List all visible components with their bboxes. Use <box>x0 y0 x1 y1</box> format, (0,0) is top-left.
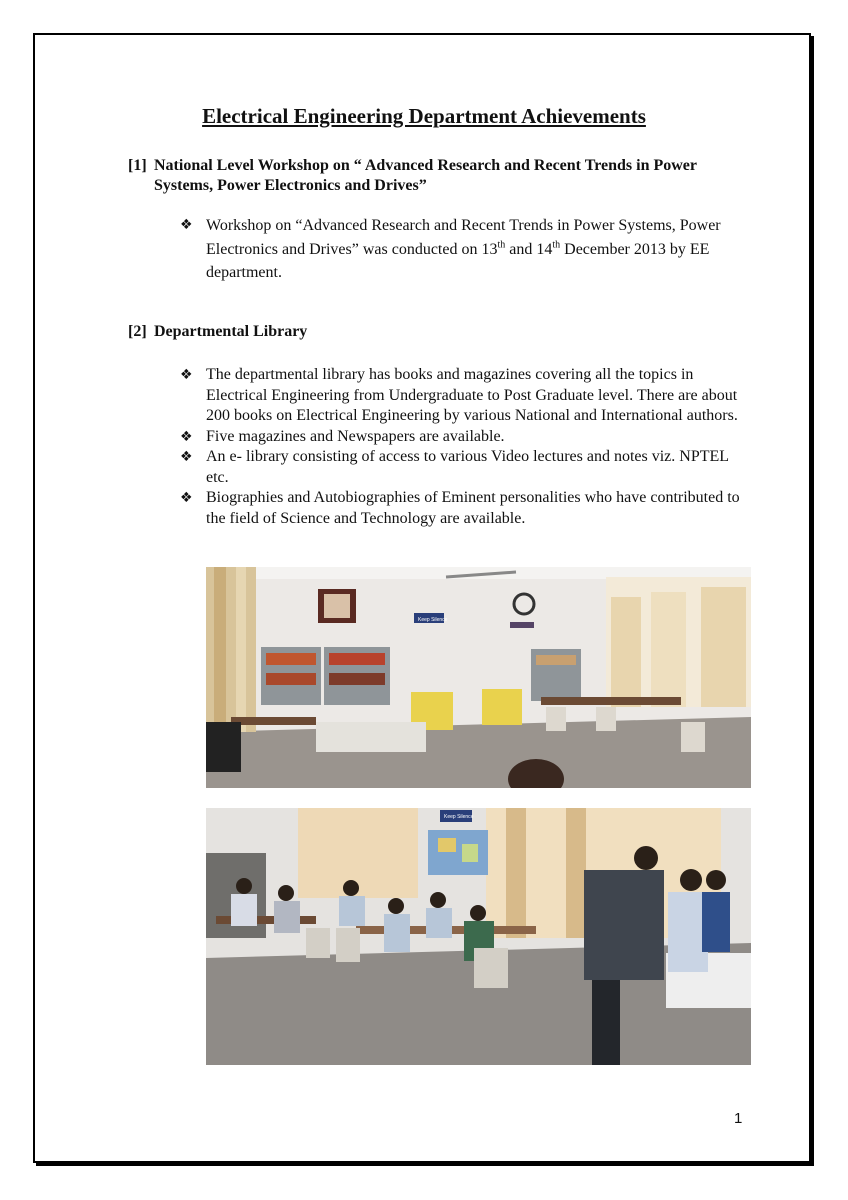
bullet-icon: ❖ <box>180 367 193 383</box>
page-number: 1 <box>734 1110 743 1127</box>
list-item: ❖ Biographies and Autobiographies of Eminent personalities who have contributed to the field of Science and Technology are available. <box>180 489 740 527</box>
bullet-icon: ❖ <box>180 490 193 506</box>
section-number: [1] <box>128 157 147 174</box>
bullet-icon: ❖ <box>180 428 193 445</box>
students-reading-photo <box>206 808 751 1065</box>
section-title: National Level Workshop on “ Advanced Research and Recent Trends in Power Systems, Power Electronics and Drives” <box>154 157 697 194</box>
photo-sign-text: Keep Silence <box>444 814 474 820</box>
page-title: Electrical Engineering Department Achievements <box>202 104 646 128</box>
list-item: ❖ Five magazines and Newspapers are available. <box>180 427 750 448</box>
section-2-bullets <box>180 365 750 529</box>
section-number: [2] <box>128 323 147 340</box>
list-item: ❖ An e- library consisting of access to various Video lectures and notes viz. NPTEL etc. <box>180 448 729 486</box>
bullet-icon: ❖ <box>180 217 193 233</box>
section-title: Departmental Library <box>154 323 308 340</box>
list-item: ❖ The departmental library has books and magazines covering all the topics in Electrical Engineering from Undergraduate to Post Graduate level. There are about 200 books on Electrical Engineering by various National and International authors. <box>180 366 738 424</box>
photo-sign-text: Keep Silence <box>418 617 448 623</box>
bullet-icon: ❖ <box>180 449 193 465</box>
list-item: ❖ Workshop on “Advanced Research and Recent Trends in Power Systems, Power Electronics and Drives” was conducted on 13th and 14th December 2013 by EE department. <box>180 214 750 285</box>
library-room-photo <box>206 567 751 788</box>
section-2-heading <box>128 322 748 342</box>
section-1-heading <box>128 156 748 196</box>
section-1-bullets <box>180 214 750 285</box>
